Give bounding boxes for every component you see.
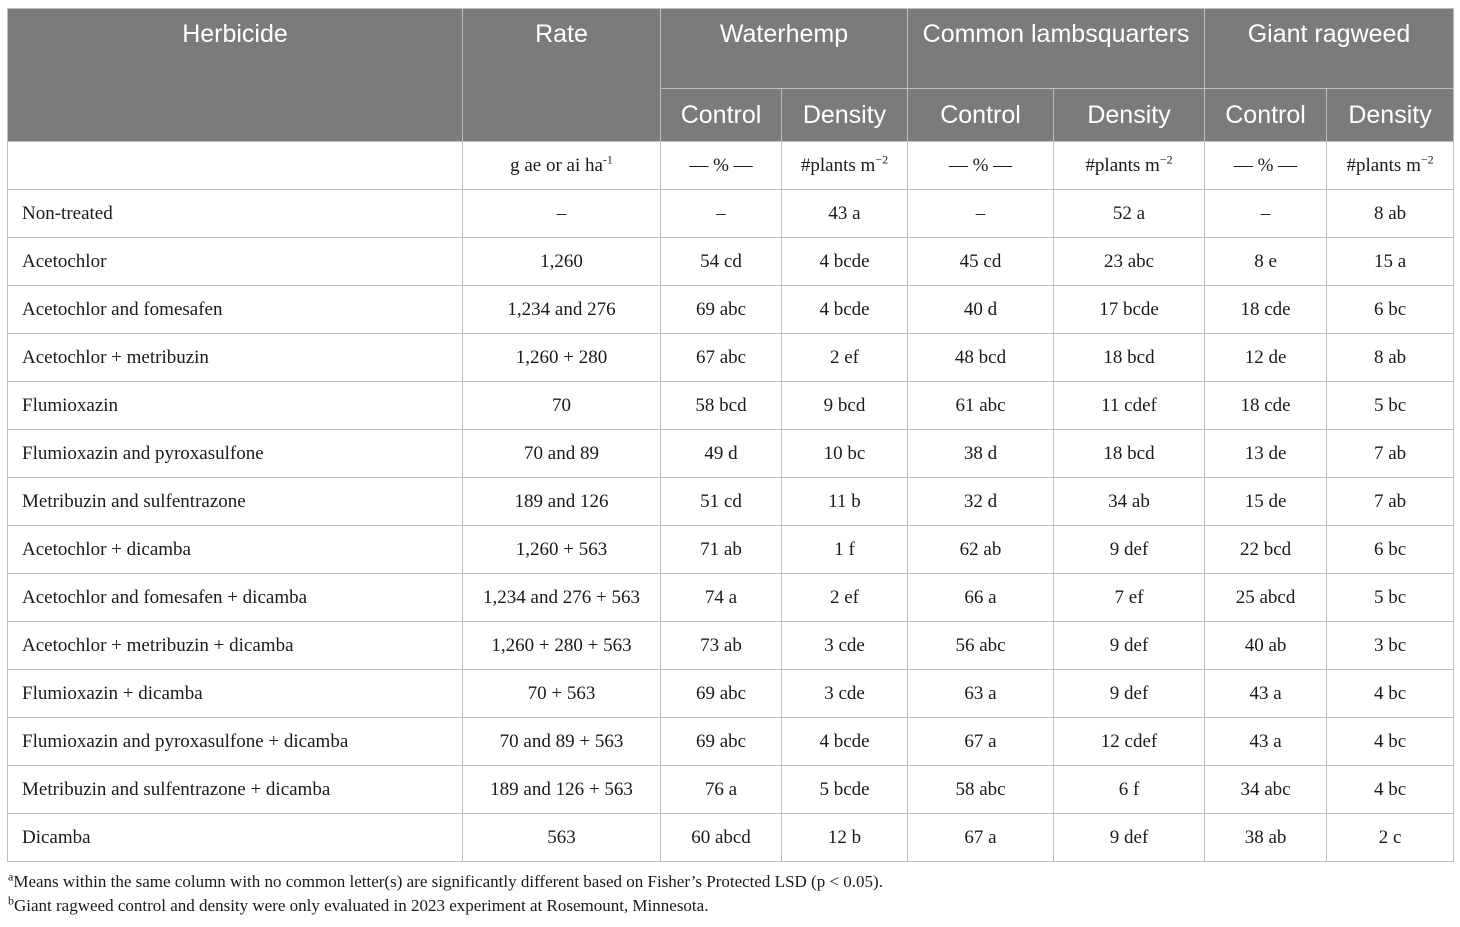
herbicide-name: Flumioxazin and pyroxasulfone bbox=[8, 430, 463, 478]
giant-ragweed-control: 15 de bbox=[1205, 478, 1327, 526]
lambsquarters-density: 34 ab bbox=[1054, 478, 1205, 526]
lambsquarters-density: 23 abc bbox=[1054, 238, 1205, 286]
lambsquarters-density: 18 bcd bbox=[1054, 334, 1205, 382]
herbicide-name: Flumioxazin bbox=[8, 382, 463, 430]
giant-ragweed-density: 4 bc bbox=[1327, 718, 1454, 766]
waterhemp-density: 3 cde bbox=[782, 622, 908, 670]
lambsquarters-density-header: Density bbox=[1054, 89, 1205, 142]
table-row bbox=[8, 814, 1454, 862]
table-row bbox=[8, 718, 1454, 766]
table-header bbox=[8, 9, 1454, 142]
lambsquarters-density: 52 a bbox=[1054, 190, 1205, 238]
footnote-mark: a bbox=[8, 869, 14, 884]
giant-ragweed-density: 3 bc bbox=[1327, 622, 1454, 670]
table-row bbox=[8, 190, 1454, 238]
table-body bbox=[8, 142, 1454, 862]
units-rate bbox=[463, 142, 661, 190]
giant-ragweed-control: 13 de bbox=[1205, 430, 1327, 478]
giant-ragweed-density: 8 ab bbox=[1327, 190, 1454, 238]
lambsquarters-control: 66 a bbox=[908, 574, 1054, 622]
waterhemp-density: 9 bcd bbox=[782, 382, 908, 430]
herbicide-name: Dicamba bbox=[8, 814, 463, 862]
giant-ragweed-density: 7 ab bbox=[1327, 430, 1454, 478]
giant-ragweed-control: 43 a bbox=[1205, 718, 1327, 766]
lambsquarters-control: 45 cd bbox=[908, 238, 1054, 286]
herbicide-name: Acetochlor + metribuzin + dicamba bbox=[8, 622, 463, 670]
rate-value: 70 + 563 bbox=[463, 670, 661, 718]
rate-value: 1,260 + 563 bbox=[463, 526, 661, 574]
lambsquarters-control: 32 d bbox=[908, 478, 1054, 526]
lambsquarters-control: 38 d bbox=[908, 430, 1054, 478]
units-density bbox=[782, 142, 908, 190]
rate-value: – bbox=[463, 190, 661, 238]
units-density-text: #plants m bbox=[1346, 154, 1421, 176]
giant-ragweed-density: 8 ab bbox=[1327, 334, 1454, 382]
giant-ragweed-control: 38 ab bbox=[1205, 814, 1327, 862]
rate-value: 70 bbox=[463, 382, 661, 430]
waterhemp-control: 71 ab bbox=[661, 526, 782, 574]
giant-ragweed-control: 25 abcd bbox=[1205, 574, 1327, 622]
table-row bbox=[8, 622, 1454, 670]
waterhemp-density: 11 b bbox=[782, 478, 908, 526]
giant-ragweed-control-header: Control bbox=[1205, 89, 1327, 142]
giant-ragweed-density: 15 a bbox=[1327, 238, 1454, 286]
giant-ragweed-control: 18 cde bbox=[1205, 286, 1327, 334]
giant-ragweed-density: 4 bc bbox=[1327, 766, 1454, 814]
lambsquarters-control: 58 abc bbox=[908, 766, 1054, 814]
units-density-text: #plants m bbox=[800, 154, 876, 176]
units-density-sup: −2 bbox=[1159, 152, 1173, 167]
waterhemp-control: 49 d bbox=[661, 430, 782, 478]
lambsquarters-control-header: Control bbox=[908, 89, 1054, 142]
rate-value: 563 bbox=[463, 814, 661, 862]
footnotes bbox=[7, 870, 1453, 918]
table-row bbox=[8, 382, 1454, 430]
waterhemp-control-header: Control bbox=[661, 89, 782, 142]
waterhemp-control: 69 abc bbox=[661, 670, 782, 718]
lambsquarters-control: 48 bcd bbox=[908, 334, 1054, 382]
herbicide-name: Acetochlor and fomesafen + dicamba bbox=[8, 574, 463, 622]
waterhemp-density: 5 bcde bbox=[782, 766, 908, 814]
waterhemp-group-header: Waterhemp bbox=[661, 9, 908, 89]
giant-ragweed-control: 18 cde bbox=[1205, 382, 1327, 430]
lambsquarters-control: 40 d bbox=[908, 286, 1054, 334]
table-row bbox=[8, 430, 1454, 478]
units-percent: — % — bbox=[661, 142, 782, 190]
footnote-a bbox=[7, 870, 1453, 894]
units-percent: — % — bbox=[908, 142, 1054, 190]
giant-ragweed-group-header: Giant ragweed bbox=[1205, 9, 1454, 89]
giant-ragweed-density: 5 bc bbox=[1327, 574, 1454, 622]
waterhemp-control: 74 a bbox=[661, 574, 782, 622]
waterhemp-density: 4 bcde bbox=[782, 718, 908, 766]
giant-ragweed-control: 8 e bbox=[1205, 238, 1327, 286]
lambsquarters-density: 12 cdef bbox=[1054, 718, 1205, 766]
waterhemp-density: 4 bcde bbox=[782, 238, 908, 286]
herbicide-name: Metribuzin and sulfentrazone bbox=[8, 478, 463, 526]
lambsquarters-density: 7 ef bbox=[1054, 574, 1205, 622]
units-rate-sup: -1 bbox=[602, 152, 613, 167]
lambsquarters-density: 11 cdef bbox=[1054, 382, 1205, 430]
footnote-mark: b bbox=[8, 893, 14, 908]
giant-ragweed-control: 12 de bbox=[1205, 334, 1327, 382]
waterhemp-control: 60 abcd bbox=[661, 814, 782, 862]
waterhemp-control: 69 abc bbox=[661, 718, 782, 766]
waterhemp-density: 4 bcde bbox=[782, 286, 908, 334]
herbicide-name: Acetochlor + dicamba bbox=[8, 526, 463, 574]
waterhemp-density: 12 b bbox=[782, 814, 908, 862]
waterhemp-control: 67 abc bbox=[661, 334, 782, 382]
units-row bbox=[8, 142, 1454, 190]
giant-ragweed-density-header: Density bbox=[1327, 89, 1454, 142]
units-rate-text: g ae or ai ha bbox=[510, 154, 603, 176]
waterhemp-control: 51 cd bbox=[661, 478, 782, 526]
table-row bbox=[8, 238, 1454, 286]
rate-value: 189 and 126 bbox=[463, 478, 661, 526]
rate-value: 70 and 89 + 563 bbox=[463, 718, 661, 766]
giant-ragweed-density: 6 bc bbox=[1327, 526, 1454, 574]
waterhemp-density: 1 f bbox=[782, 526, 908, 574]
footnote-b bbox=[7, 894, 1453, 918]
herbicide-name: Metribuzin and sulfentrazone + dicamba bbox=[8, 766, 463, 814]
lambsquarters-density: 9 def bbox=[1054, 814, 1205, 862]
giant-ragweed-density: 7 ab bbox=[1327, 478, 1454, 526]
waterhemp-density: 43 a bbox=[782, 190, 908, 238]
giant-ragweed-control: – bbox=[1205, 190, 1327, 238]
lambsquarters-density: 17 bcde bbox=[1054, 286, 1205, 334]
waterhemp-density: 10 bc bbox=[782, 430, 908, 478]
herbicide-name: Acetochlor bbox=[8, 238, 463, 286]
rate-value: 1,260 + 280 + 563 bbox=[463, 622, 661, 670]
lambsquarters-group-header: Common lambsquarters bbox=[908, 9, 1205, 89]
units-density bbox=[1054, 142, 1205, 190]
herbicide-name: Flumioxazin + dicamba bbox=[8, 670, 463, 718]
rate-value: 1,260 bbox=[463, 238, 661, 286]
lambsquarters-density: 18 bcd bbox=[1054, 430, 1205, 478]
table-row bbox=[8, 670, 1454, 718]
units-density-text: #plants m bbox=[1085, 154, 1160, 176]
lambsquarters-control: 62 ab bbox=[908, 526, 1054, 574]
units-percent: — % — bbox=[1205, 142, 1327, 190]
herbicide-name: Acetochlor + metribuzin bbox=[8, 334, 463, 382]
giant-ragweed-control: 43 a bbox=[1205, 670, 1327, 718]
units-density-sup: −2 bbox=[875, 152, 889, 167]
rate-value: 189 and 126 + 563 bbox=[463, 766, 661, 814]
table-container bbox=[7, 8, 1453, 918]
footnote-text: Giant ragweed control and density were only evaluated in 2023 experiment at Rosemount, Minnesota. bbox=[14, 896, 709, 915]
giant-ragweed-density: 4 bc bbox=[1327, 670, 1454, 718]
rate-column-header: Rate bbox=[463, 9, 661, 142]
herbicide-name: Flumioxazin and pyroxasulfone + dicamba bbox=[8, 718, 463, 766]
giant-ragweed-control: 22 bcd bbox=[1205, 526, 1327, 574]
waterhemp-control: 69 abc bbox=[661, 286, 782, 334]
herbicide-name: Acetochlor and fomesafen bbox=[8, 286, 463, 334]
lambsquarters-control: 63 a bbox=[908, 670, 1054, 718]
giant-ragweed-density: 6 bc bbox=[1327, 286, 1454, 334]
table-row bbox=[8, 334, 1454, 382]
waterhemp-density: 3 cde bbox=[782, 670, 908, 718]
lambsquarters-control: 67 a bbox=[908, 814, 1054, 862]
waterhemp-control: 58 bcd bbox=[661, 382, 782, 430]
table-row bbox=[8, 526, 1454, 574]
giant-ragweed-density: 5 bc bbox=[1327, 382, 1454, 430]
table-row bbox=[8, 478, 1454, 526]
lambsquarters-density: 9 def bbox=[1054, 622, 1205, 670]
lambsquarters-density: 6 f bbox=[1054, 766, 1205, 814]
lambsquarters-density: 9 def bbox=[1054, 670, 1205, 718]
giant-ragweed-control: 34 abc bbox=[1205, 766, 1327, 814]
table-row bbox=[8, 766, 1454, 814]
rate-value: 70 and 89 bbox=[463, 430, 661, 478]
lambsquarters-control: 56 abc bbox=[908, 622, 1054, 670]
units-density-sup: −2 bbox=[1420, 152, 1434, 167]
waterhemp-control: – bbox=[661, 190, 782, 238]
lambsquarters-control: 67 a bbox=[908, 718, 1054, 766]
lambsquarters-control: 61 abc bbox=[908, 382, 1054, 430]
waterhemp-density-header: Density bbox=[782, 89, 908, 142]
herbicide-column-header: Herbicide bbox=[8, 9, 463, 142]
rate-value: 1,234 and 276 + 563 bbox=[463, 574, 661, 622]
table-row bbox=[8, 574, 1454, 622]
rate-value: 1,234 and 276 bbox=[463, 286, 661, 334]
units-density bbox=[1327, 142, 1454, 190]
herbicide-results-table bbox=[7, 8, 1454, 862]
waterhemp-control: 76 a bbox=[661, 766, 782, 814]
giant-ragweed-control: 40 ab bbox=[1205, 622, 1327, 670]
waterhemp-control: 73 ab bbox=[661, 622, 782, 670]
waterhemp-control: 54 cd bbox=[661, 238, 782, 286]
lambsquarters-density: 9 def bbox=[1054, 526, 1205, 574]
rate-value: 1,260 + 280 bbox=[463, 334, 661, 382]
table-row bbox=[8, 286, 1454, 334]
footnote-text: Means within the same column with no common letter(s) are significantly different based on Fisher’s Protected LSD (p < 0.05). bbox=[13, 872, 883, 891]
herbicide-name: Non-treated bbox=[8, 190, 463, 238]
units-cell-empty bbox=[8, 142, 463, 190]
waterhemp-density: 2 ef bbox=[782, 574, 908, 622]
lambsquarters-control: – bbox=[908, 190, 1054, 238]
giant-ragweed-density: 2 c bbox=[1327, 814, 1454, 862]
waterhemp-density: 2 ef bbox=[782, 334, 908, 382]
